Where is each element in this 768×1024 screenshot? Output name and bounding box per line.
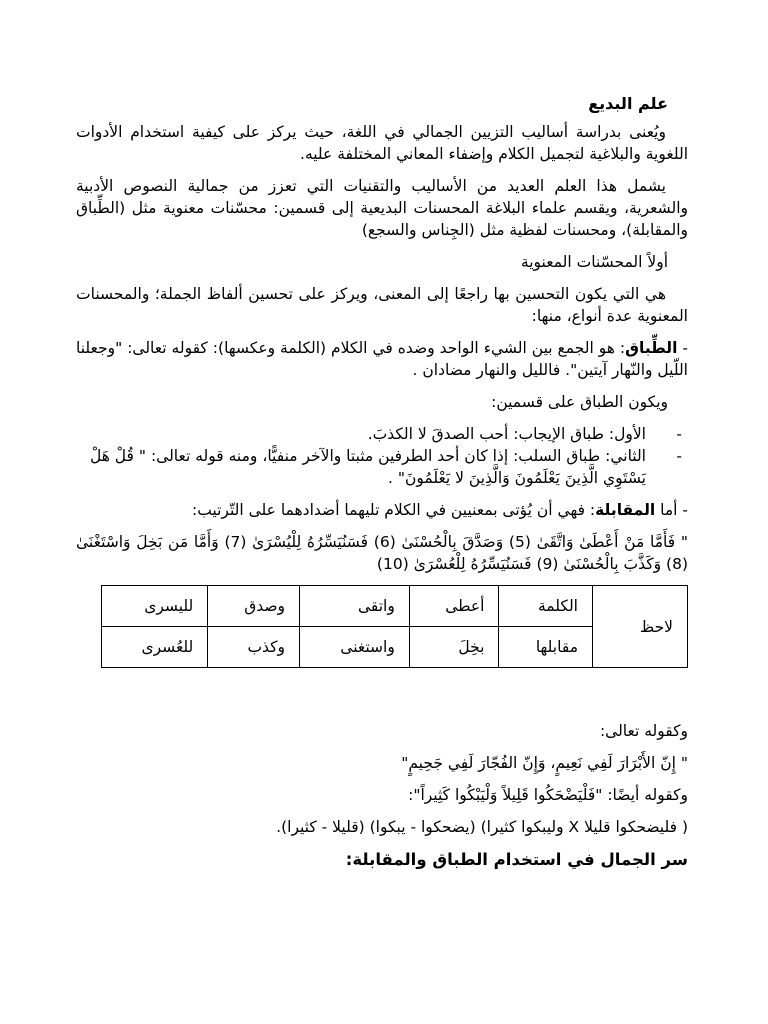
tibaq-term: الطِّباق [625,339,678,357]
comparison-table [101,585,688,668]
list-item [76,445,688,489]
section-heading-semantic: أولاً المحسّنات المعنوية [520,253,668,271]
tibaq-types-intro: ويكون الطباق على قسمين: [491,393,668,411]
example-3-analysis: ( فليضحكوا قليلا X وليبكوا كثيرا) (يضحكوا - يبكوا) (قليلا - كثيرا). [276,818,688,836]
table-side-label: لاحظ [593,586,688,668]
tibaq-types-list [76,423,688,489]
table-cell: الكلمة [499,586,593,627]
list-item-text: الثاني: طباق السلب: إذا كان أحد الطرفين مثبتا والآخر منفيًّا، ومنه قوله تعالى: " قُلْ هَلْ يَسْتَوِي الَّذِينَ يَعْلَمُونَ وَالَّذِينَ لا يَعْلَمُونَ" . [89,447,646,487]
list-item-text: الأول: طباق الإيجاب: أحب الصدقَ لا الكذبَ. [367,425,646,443]
table-cell: مقابلها [499,627,593,668]
muqabala-dash: - أما [655,501,688,519]
scope-paragraph: يشمل هذا العلم العديد من الأساليب والتقنيات التي تعزز من جمالية النصوص الأدبية والشعرية، ويقسم علماء البلاغة المحسنات البديعية إلى قسمين: محسّنات معنوية مثل (الطِّباق والمقابلة)، ومحسنات لفظية مثل (الجِناس والسجع) [76,177,688,239]
table-cell: واتقى [300,586,410,627]
table-cell: بخِلَ [409,627,499,668]
muqabala-paragraph [76,499,688,521]
table-cell: وصدق [208,586,300,627]
table-cell: وكذب [208,627,300,668]
final-heading: سر الجمال في استخدام الطباق والمقابلة: [345,850,688,869]
example-2-intro: وكقوله تعالى: [599,722,688,740]
table-cell: أعطى [409,586,499,627]
table-row [102,586,688,627]
document-page [76,93,688,872]
verse-example-1: " فَأَمَّا مَنْ أَعْطَىٰ وَاتَّقَىٰ (5) وَصَدَّقَ بِالْحُسْنَىٰ (6) فَسَنُيَسِّرُهُ لِلْيُسْرَىٰ (7) وَأَمَّا مَن بَخِلَ وَاسْتَغْنَىٰ (8) وَكَذَّبَ بِالْحُسْنَىٰ (9) فَسَنُيَسِّرُهُ لِلْعُسْرَىٰ (10) [76,533,689,573]
tibaq-definition: : هو الجمع بين الشيء الواحد وضده في الكلام (الكلمة وعكسها): كقوله تعالى: "وجعلنا اللّيل والنّهار آيتين". فالليل والنهار مضادان . [76,339,688,379]
semantic-definition-paragraph: هي التي يكون التحسين بها راجعًا إلى المعنى، ويركز على تحسين ألفاظ الجملة؛ والمحسنات المعنوية عدة أنواع، منها: [76,285,688,325]
tibaq-dash: - [677,339,688,357]
document-title: علم البديع [588,94,668,113]
list-dash: - [676,425,682,443]
list-item [76,423,688,445]
table-cell: للعُسرى [102,627,208,668]
list-dash: - [676,447,682,465]
example-3: وكقوله أيضًا: "فَلْيَضْحَكُوا قَلِيلاً وَلْيَبْكُوا كَثِيراً": [408,786,688,804]
tibaq-paragraph [76,337,688,381]
verse-example-2: " إِنّ الأَبْرَارَ لَفِي نَعِيمٍ، وَإِنّ الفُجّارَ لَفِي جَحِيمٍ" [401,754,688,772]
muqabala-definition: : فهي أن يُؤتى بمعنيين في الكلام تليهما أضدادهما على التّرتيب: [191,501,596,519]
muqabala-term: المقابلة [595,501,656,519]
table-cell: واستغنى [300,627,410,668]
table-cell: لليسرى [102,586,208,627]
intro-paragraph: ويُعنى بدراسة أساليب التزيين الجمالي في اللغة، حيث يركز على كيفية استخدام الأدوات اللغوية والبلاغية لتجميل الكلام وإضفاء المعاني المختلفة عليه. [76,123,688,163]
